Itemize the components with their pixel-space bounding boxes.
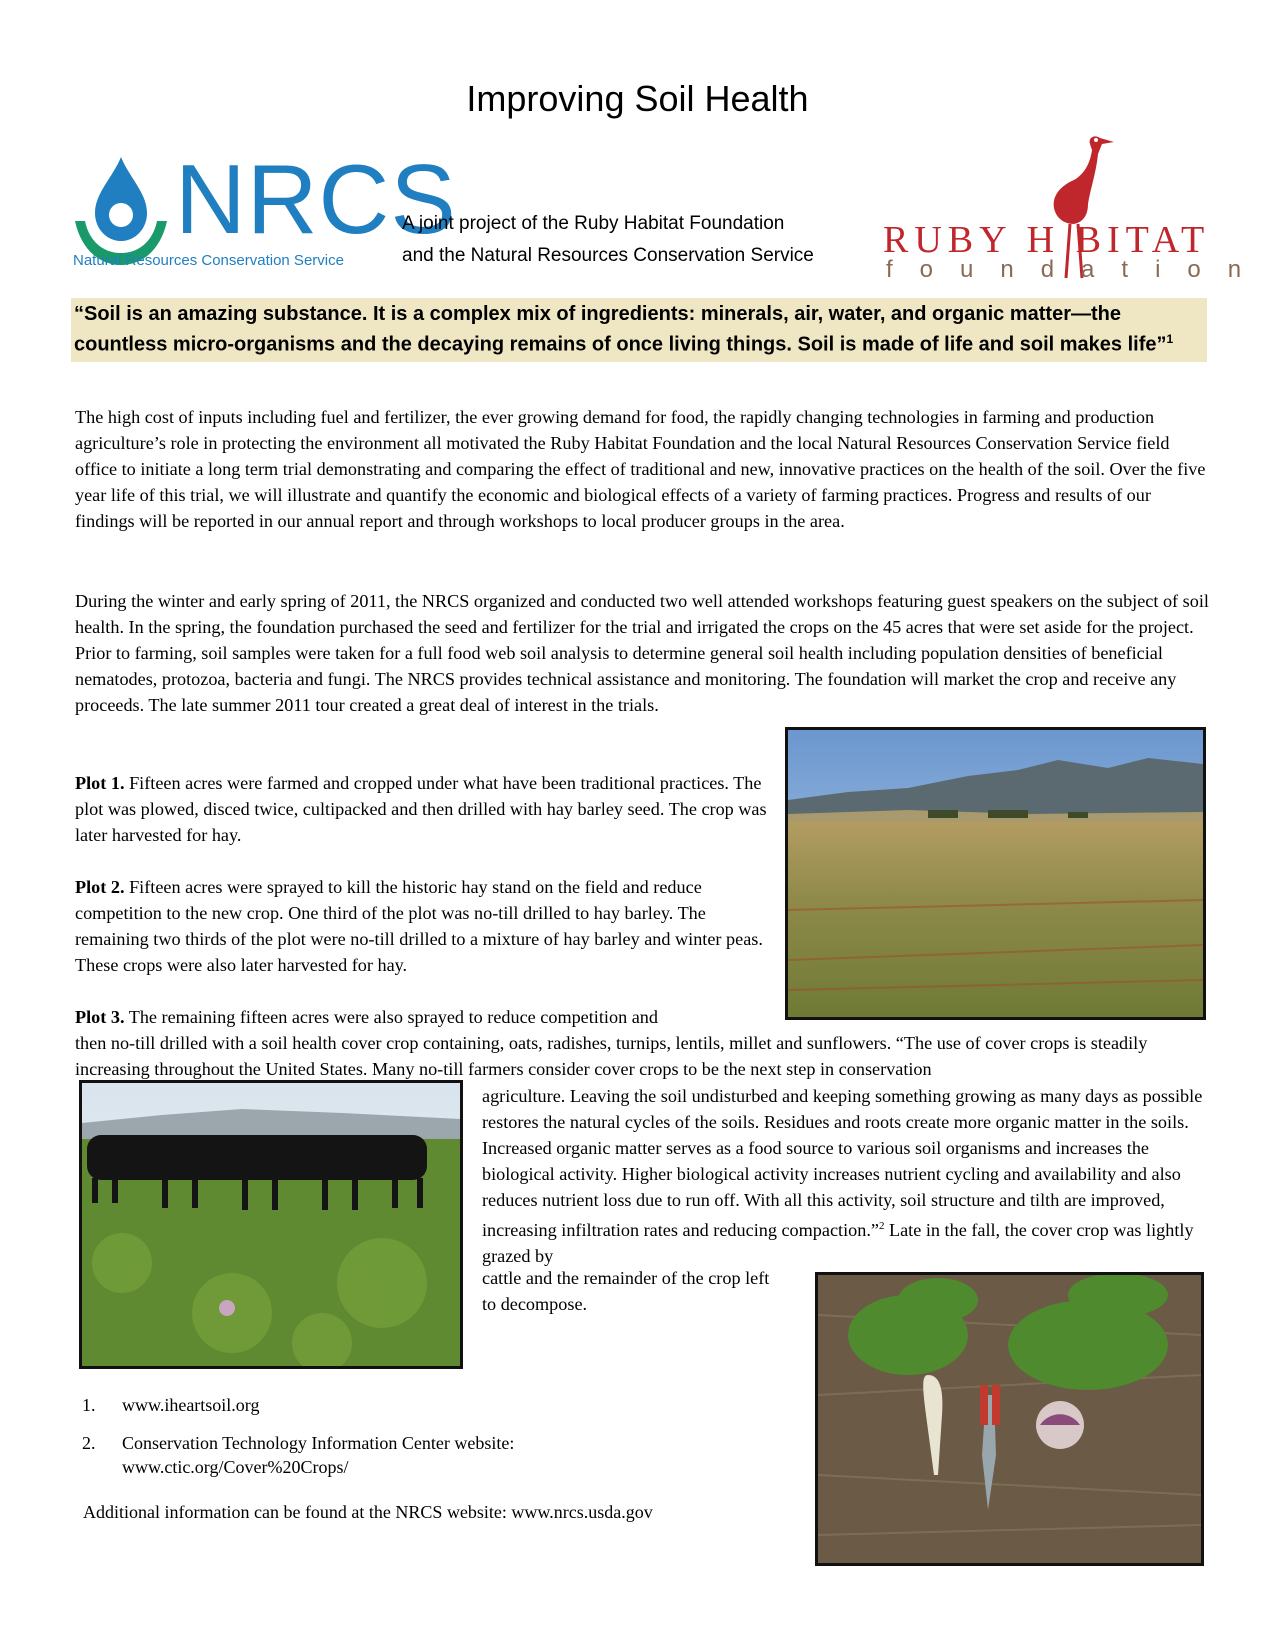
plot-3-wrap: agriculture. Leaving the soil undisturbed and keeping something growing as many days as possible restores the natural cycles of the soils. Residues and roots create more organic matter in the soils. Increased organic matter serves as a food source to various soil organisms and increases the biological activity. Higher biological activity increases nutrient cycling and availability and also reduces nutrient loss due to run off. With all this activity, soil structure and tilth are improved, increasing infiltration rates and reducing compaction.”: [482, 1086, 1203, 1241]
footnote-2: [82, 1431, 782, 1479]
footnote-2-link[interactable]: www.ctic.org/Cover%20Crops/: [122, 1457, 349, 1477]
footnote-2-number: 2.: [82, 1433, 96, 1453]
plot-3-lead: Plot 3.: [75, 1007, 125, 1027]
quote-ref: 1: [1166, 332, 1174, 346]
plot-1-text: Fifteen acres were farmed and cropped under what have been traditional practices. The plot was plowed, disced twice, cultipacked and then drilled with hay barley seed. The crop was later harvested for hay.: [75, 773, 767, 845]
ruby-logo-subtitle: foundation: [886, 256, 1269, 283]
plot-3-line-2: then no-till drilled with a soil health cover crop containing, oats, radishes, turnips, lentils, millet and sunflowers. “The use of cover crops is steadily increasing throughout the United States. Many no-till farmers consider cover crops to be the next step in conservation: [75, 1033, 1148, 1079]
field-image: [788, 730, 1203, 1017]
intro-paragraph: The high cost of inputs including fuel and fertilizer, the ever growing demand for food, the rapidly changing technologies in farming and production agriculture’s role in protecting the environment all motivated the Ruby Habitat Foundation and the local Natural Resources Conservation Service field office to initiate a long term trial demonstrating and comparing the effect of traditional and new, innovative practices on the health of the soil. Over the five year life of this trial, we will illustrate and quantify the economic and biological effects of a variety of farming practices. Progress and results of our findings will be reported in our annual report and through workshops to local producer groups in the area.: [75, 407, 1206, 531]
footnote-1-link[interactable]: www.iheartsoil.org: [122, 1395, 260, 1415]
footnote-1: [82, 1393, 782, 1417]
plot-1-lead: Plot 1.: [75, 773, 125, 793]
cattle-photo: [79, 1080, 463, 1369]
field-photo: [785, 727, 1206, 1020]
joint-project-text: [402, 208, 862, 272]
plot-3-line-1: The remaining fifteen acres were also sprayed to reduce competition and: [124, 1007, 658, 1027]
plot-1-paragraph: [75, 770, 775, 848]
turnip-photo: [815, 1272, 1204, 1566]
footnote-2-text: Conservation Technology Information Center website:: [122, 1433, 515, 1453]
soil-quote: [71, 298, 1207, 362]
joint-project-line-1: A joint project of the Ruby Habitat Foundation: [402, 213, 785, 234]
ruby-logo-name: RUBY H BITAT: [883, 219, 1211, 261]
plot-2-lead: Plot 2.: [75, 877, 125, 897]
quote-text: “Soil is an amazing substance. It is a complex mix of ingredients: minerals, air, water, and organic matter—the countless micro-organisms and the decaying remains of once living things. Soil is made of life and soil makes life”: [74, 303, 1167, 356]
plot-2-paragraph: [75, 874, 775, 978]
workshops-paragraph: During the winter and early spring of 2011, the NRCS organized and conducted two well attended workshops featuring guest speakers on the subject of soil health. In the spring, the foundation purchased the seed and fertilizer for the trial and irrigated the crops on the 45 acres that were set aside for the project. Prior to farming, soil samples were taken for a full food web soil analysis to determine general soil health including population densities of beneficial nematodes, protozoa, bacteria and fungi. The NRCS provides technical assistance and monitoring. The foundation will market the crop and receive any proceeds. The late summer 2011 tour created a great deal of interest in the trials.: [75, 591, 1209, 715]
additional-info: Additional information can be found at the NRCS website: www.nrcs.usda.gov: [83, 1502, 653, 1522]
plot-3-end: cattle and the remainder of the crop left to decompose.: [482, 1268, 770, 1314]
plot-3-wrapped-text: [482, 1083, 1212, 1269]
nrcs-logo-letters: NRCS: [175, 144, 457, 254]
joint-project-line-2: and the Natural Resources Conservation Service: [402, 245, 814, 266]
footnotes: [82, 1393, 782, 1493]
footnote-1-number: 1.: [82, 1395, 96, 1415]
page-title: Improving Soil Health: [466, 78, 809, 119]
plot-3-ref: 2: [878, 1220, 885, 1232]
plot-2-text: Fifteen acres were sprayed to kill the historic hay stand on the field and reduce competition to the new crop. One third of the plot was no-till drilled to hay barley. The remaining two thirds of the plot were no-till drilled to a mixture of hay barley and winter peas. These crops were also later harvested for hay.: [75, 877, 763, 975]
cattle-image: [82, 1083, 460, 1366]
turnip-image: [818, 1275, 1201, 1563]
nrcs-logo-caption: Natural Resources Conservation Service: [73, 252, 344, 269]
plot-3-after: Late in the fall, the cover crop was lightly grazed by: [482, 1220, 1194, 1267]
